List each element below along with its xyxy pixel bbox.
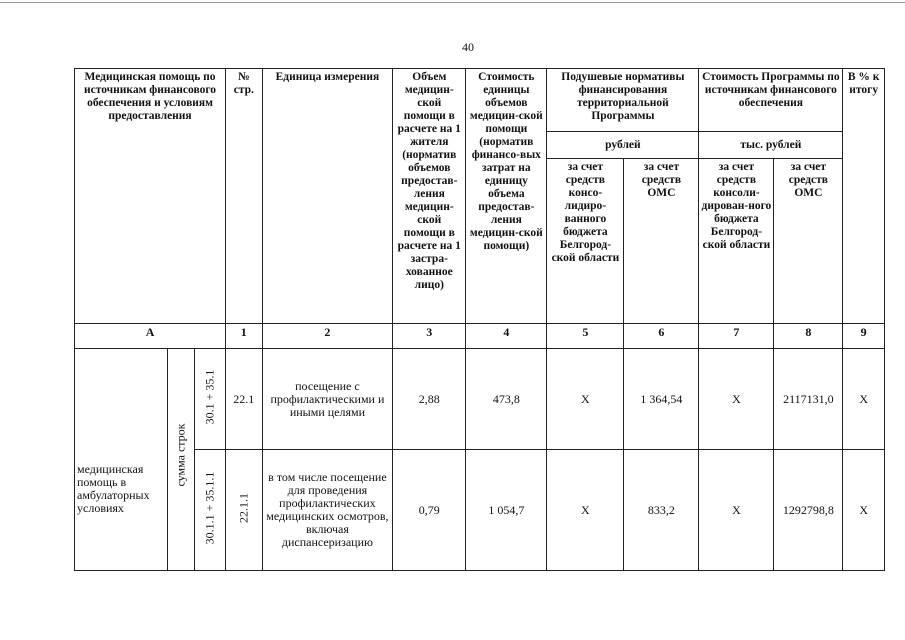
row-col9: Х [843, 450, 885, 571]
row-formula: 30.1.1 + 35.1.1 [202, 471, 217, 545]
header-unit: Единица измерения [262, 69, 393, 324]
formula-cell [194, 450, 225, 571]
index-4: 4 [466, 324, 547, 349]
sum-of-rows-cell [168, 349, 194, 571]
index-a: А [75, 324, 226, 349]
row-unit: посещение с профилактическими и иными целями [262, 349, 393, 450]
row-col5: Х [547, 450, 624, 571]
column-index-row [75, 324, 885, 349]
row-col8: 1292798,8 [774, 450, 843, 571]
page-number: 40 [462, 40, 474, 54]
row-volume: 2,88 [393, 349, 466, 450]
row-unit: в том числе посещение для проведения профилактических медицинских осмотров, включая диспансеризацию [262, 450, 393, 571]
row-col9: Х [843, 349, 885, 450]
index-5: 5 [547, 324, 624, 349]
row-col8: 2117131,0 [774, 349, 843, 450]
row-col7: Х [699, 349, 774, 450]
index-9: 9 [843, 324, 885, 349]
index-6: 6 [624, 324, 699, 349]
index-7: 7 [699, 324, 774, 349]
table-row [75, 450, 885, 571]
index-2: 2 [262, 324, 393, 349]
header-col5-budget: за счет средств консо-лидиро-ванного бюджета Белгород-ской области [547, 159, 624, 324]
row-col6: 833,2 [624, 450, 699, 571]
table-row [75, 349, 885, 450]
index-3: 3 [393, 324, 466, 349]
row-col6: 1 364,54 [624, 349, 699, 450]
row-line-number: 22.1 [226, 349, 262, 450]
header-per-capita: Подушевые нормативы финансирования территориальной Программы [547, 69, 699, 132]
header-col7-budget: за счет средств консоли-дирован-ного бюджета Белгород-ской области [699, 159, 774, 324]
index-8: 8 [774, 324, 843, 349]
header-col8-oms: за счет средств ОМС [774, 159, 843, 324]
index-1: 1 [226, 324, 262, 349]
formula-cell [194, 349, 225, 450]
header-row [75, 69, 885, 132]
row-formula: 30.1 + 35.1 [202, 369, 217, 425]
section-label: медицинская помощь в амбулаторных условиях [75, 349, 168, 571]
row-col5: Х [547, 349, 624, 450]
scan-edge-line [0, 2, 905, 3]
header-unit-cost: Стоимость единицы объемов медицин-ской помощи (норматив финансо-вых затрат на единицу объема предостав-ления медицин-ской помощи) [466, 69, 547, 324]
financing-table [74, 68, 885, 571]
header-volume: Объем медицин-ской помощи в расчете на 1 жителя (норматив объемов предостав-ления медицин-ской помощи в расчете на 1 застра-хованное лицо) [393, 69, 466, 324]
row-unit-cost: 1 054,7 [466, 450, 547, 571]
header-unit-rubles: рублей [547, 132, 699, 159]
header-unit-thousand-rubles: тыс. рублей [699, 132, 843, 159]
line-number-cell [226, 450, 262, 571]
header-col6-oms: за счет средств ОМС [624, 159, 699, 324]
header-care-type: Медицинская помощь по источникам финансового обеспечения и условиям предоставления [75, 69, 226, 324]
row-unit-cost: 473,8 [466, 349, 547, 450]
header-line-number: № стр. [226, 69, 262, 324]
sum-of-rows-label: сумма строк [173, 423, 188, 487]
row-col7: Х [699, 450, 774, 571]
row-volume: 0,79 [393, 450, 466, 571]
header-percent: В % к итогу [843, 69, 885, 324]
header-program-cost: Стоимость Программы по источникам финансового обеспечения [699, 69, 843, 132]
row-line-number: 22.1.1 [236, 493, 251, 523]
